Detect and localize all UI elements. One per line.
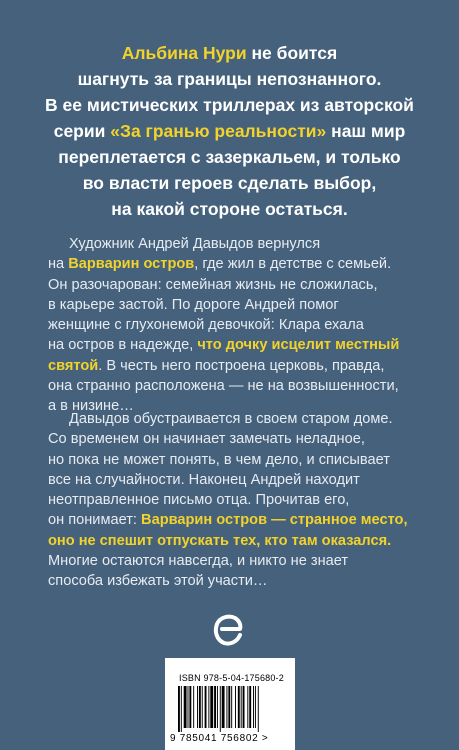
- barcode-bar: [243, 686, 245, 728]
- series-name: «За гранью реальности»: [110, 121, 327, 141]
- barcode-bar: [208, 686, 209, 728]
- barcode-bar: [189, 686, 191, 728]
- author-blurb: [22, 40, 437, 222]
- synopsis-line: способа избежать этой участи…: [48, 573, 268, 590]
- highlight-text: Варварин остров — странное место,: [141, 512, 408, 529]
- barcode-bar: [253, 686, 254, 728]
- barcode-bar: [202, 686, 203, 728]
- barcode-bar: [214, 686, 216, 728]
- isbn-text: ISBN 978-5-04-175680-2: [179, 673, 284, 683]
- synopsis-line: он понимает: Варварин остров — странное место,: [48, 512, 408, 529]
- author-name: Альбина Нури: [121, 43, 247, 63]
- highlight-text: святой: [48, 357, 99, 374]
- barcode-bars: [178, 686, 282, 732]
- blurb-line-2: шагнуть за границы непознанного.: [77, 69, 382, 89]
- barcode-label: [165, 658, 295, 750]
- barcode-bar: [247, 686, 248, 728]
- barcode-bar: [238, 686, 240, 728]
- island-name-highlight: Варварин остров: [68, 256, 195, 273]
- synopsis-paragraph-1: [48, 234, 432, 417]
- synopsis-line: в карьере застой. По дороге Андрей помог: [48, 296, 339, 313]
- barcode-bar: [205, 686, 207, 728]
- synopsis-line: Со временем он начинает замечать неладное,: [48, 431, 365, 448]
- barcode-bar: [197, 686, 198, 728]
- barcode-bar: [228, 686, 230, 728]
- barcode-bar: [199, 686, 201, 728]
- barcode-bar: [193, 686, 194, 728]
- synopsis-line: неотправленное письмо отца. Прочитав его,: [48, 492, 350, 509]
- barcode-bar: [255, 686, 256, 728]
- barcode-bar: [210, 686, 213, 728]
- blurb-line-7: на какой стороне остаться.: [111, 199, 348, 219]
- synopsis-line: а в низине…: [48, 398, 134, 415]
- synopsis-line: Давыдов обустраивается в своем старом доме.: [69, 411, 393, 427]
- highlight-text: что дочку исцелит местный: [197, 337, 400, 354]
- barcode-bar: [217, 686, 218, 728]
- barcode-bar: [222, 686, 225, 728]
- blurb-line-6: во власти героев сделать выбор,: [82, 173, 377, 193]
- barcode-bar: [241, 686, 242, 728]
- synopsis-line: женщине с глухонемой девочкой: Клара ехала: [48, 317, 364, 334]
- barcode-bar: [181, 686, 182, 732]
- blurb-line-5: переплетается с зазеркальем, и только: [58, 147, 401, 167]
- barcode-bar: [220, 686, 221, 732]
- synopsis-line: на остров в надежде, что дочку исцелит местный: [48, 337, 400, 354]
- synopsis-line: [48, 531, 432, 551]
- synopsis-line: Художник Андрей Давыдов вернулся: [69, 236, 321, 252]
- barcode-bar: [226, 686, 227, 728]
- barcode-bar: [258, 686, 259, 732]
- barcode-digits: 9 785041 756802 >: [170, 733, 269, 744]
- barcode-bar: [178, 686, 180, 732]
- synopsis-line: но пока не может понять, в чем дело, и списывает: [48, 451, 390, 468]
- synopsis-line: Многие остаются навсегда, и никто не знает: [48, 553, 349, 570]
- synopsis-line: все на случайности. Наконец Андрей находит: [48, 471, 360, 488]
- blurb-line-1: Альбина Нури не боится: [121, 43, 338, 63]
- blurb-line-3: В ее мистических триллерах из авторской: [45, 95, 414, 115]
- synopsis-line: она странно расположена — не на возвышенности,: [48, 378, 399, 395]
- blurb-line-4: серии «За гранью реальности» наш мир: [53, 121, 406, 141]
- barcode-bar: [235, 686, 236, 728]
- synopsis-line: святой. В честь него построена церковь, правда,: [48, 357, 385, 374]
- eksmo-logo-icon: [211, 612, 247, 648]
- barcode-bar: [231, 686, 232, 728]
- barcode-bar: [188, 686, 189, 728]
- highlight-text: оно не спешит отпускать тех, кто там оказался.: [48, 532, 392, 549]
- barcode-bar: [249, 686, 251, 728]
- synopsis-line: на Варварин остров, где жил в детстве с семьей.: [48, 256, 392, 273]
- barcode-bar: [184, 686, 187, 728]
- synopsis-paragraph-2: [48, 409, 432, 592]
- synopsis-line: Он разочарован: семейная жизнь не сложилась,: [48, 276, 378, 293]
